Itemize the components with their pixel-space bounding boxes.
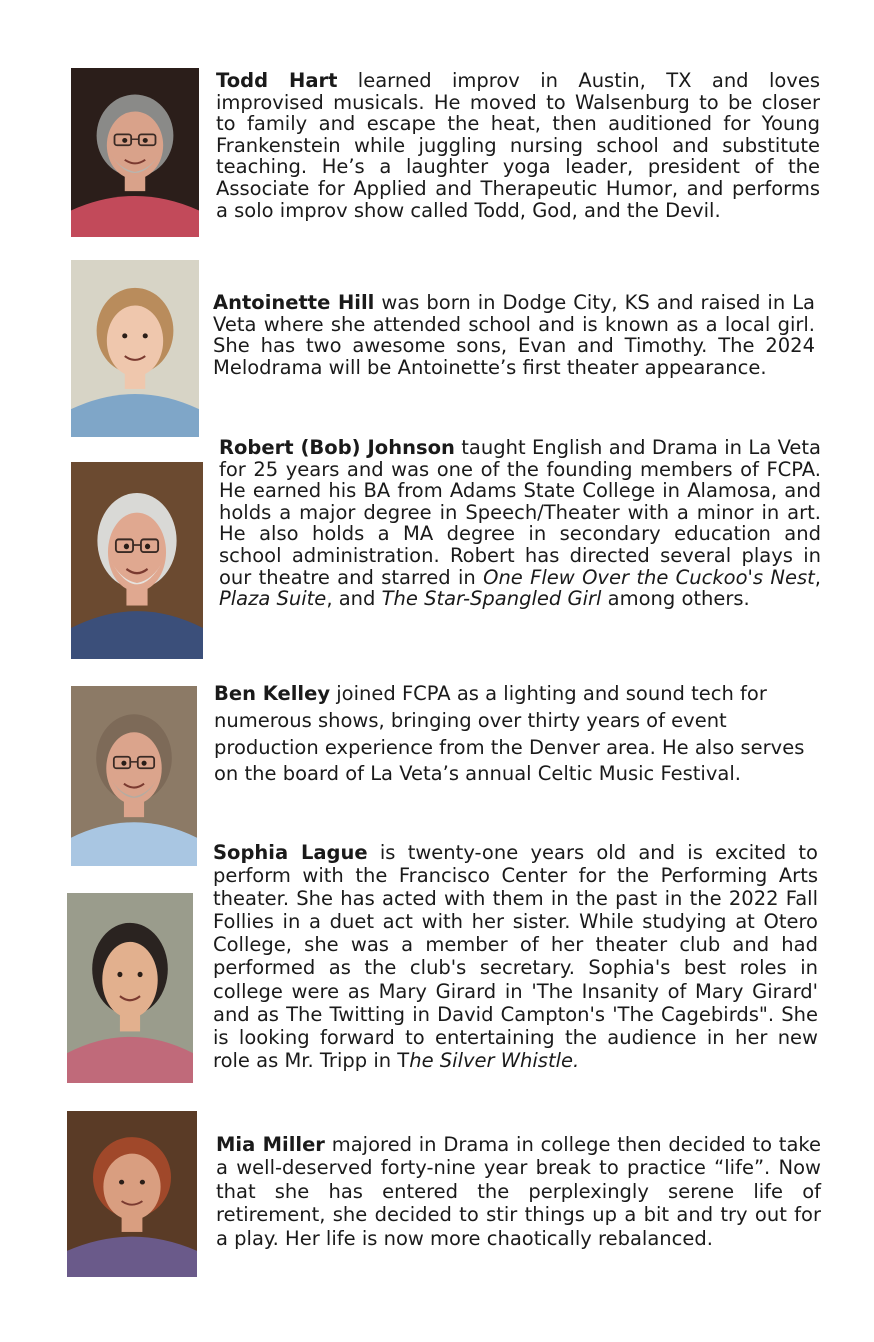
bio-text-todd-hart [216,70,820,221]
headshot-todd-hart [71,68,199,237]
work-title: he Silver Whistle. [409,1048,580,1072]
bio-text-robert-johnson [219,437,821,610]
bio-segment: joined FCPA as a lighting and sound tech for numerous shows, bringing over thirty years of event production experience from the Denver area. He also serves on the board of La Veta’s annual Celtic Music Festival. [214,682,805,786]
portrait-image [67,1111,197,1277]
headshot-antoinette-hill [71,260,199,437]
portrait-image [67,893,193,1083]
person-name: Ben Kelley [214,682,331,705]
bio-text-sophia-lague [213,841,818,1072]
bio-text-ben-kelley [214,681,820,788]
portrait-image [71,462,203,659]
headshot-robert-johnson [71,462,203,659]
person-name: Sophia Lague [213,841,368,864]
headshot-mia-miller [67,1111,197,1277]
work-title: The Star-Spangled Girl [381,587,602,611]
portrait-image [71,686,197,866]
bio-segment: is twenty-one years old and is excited to perform with the Francisco Center for the Performing Arts theater. She has acted with them in the past in the 2022 Fall Follies in a duet act with her sister. While studying at Otero College, she was a member of her theater club and had performed as the club's secretary. Sophia's best roles in college were as Mary Girard in 'The Insanity of Mary Girard' and as The Twitting in David Campton's 'The Cagebirds". She is looking forward to entertaining the audience in her new role as Mr. Tripp in T [213,841,818,1072]
person-name: Antoinette Hill [213,291,375,314]
work-title: One Flew Over the Cuckoo's Nest [483,565,815,589]
bio-text-mia-miller [216,1133,821,1250]
bio-segment: , [814,565,821,589]
portrait-image [71,68,199,237]
portrait-image [71,260,199,437]
bio-segment: among others. [601,587,750,611]
person-name: Mia Miller [216,1133,325,1156]
headshot-ben-kelley [71,686,197,866]
person-name: Robert (Bob) Johnson [219,436,455,459]
work-title: Plaza Suite [219,587,327,611]
person-name: Todd Hart [216,69,338,92]
headshot-sophia-lague [67,893,193,1083]
bio-segment: learned improv in Austin, TX and loves improvised musicals. He moved to Walsenburg to be closer to family and escape the heat, then auditioned for Young Frankenstein while juggling nursing school and substitute teaching. He’s a laughter yoga leader, president of the Associate for Applied and Therapeutic Humor, and performs a solo improv show called Todd, God, and the Devil. [216,69,820,222]
bio-text-antoinette-hill [213,292,815,378]
bio-segment: taught English and Drama in La Veta for 25 years and was one of the founding members of FCPA. He earned his BA from Adams State College in Alamosa, and holds a major degree in Speech/Theater with a minor in art. He also holds a MA degree in secondary education and school administration. Robert has directed several plays in our theatre and starred in [219,436,821,589]
bio-segment: majored in Drama in college then decided to take a well-deserved forty-nine year break to practice “life”. Now that she has entered the perplexingly serene life of retirement, she decided to stir things up a bit and try out for a play. Her life is now more chaotically rebalanced. [216,1133,822,1250]
bio-segment: was born in Dodge City, KS and raised in La Veta where she attended school and is known as a local girl. She has two awesome sons, Evan and Timothy. The 2024 Melodrama will be Antoinette’s first theater appearance. [213,291,816,379]
bio-segment: , and [326,587,382,611]
